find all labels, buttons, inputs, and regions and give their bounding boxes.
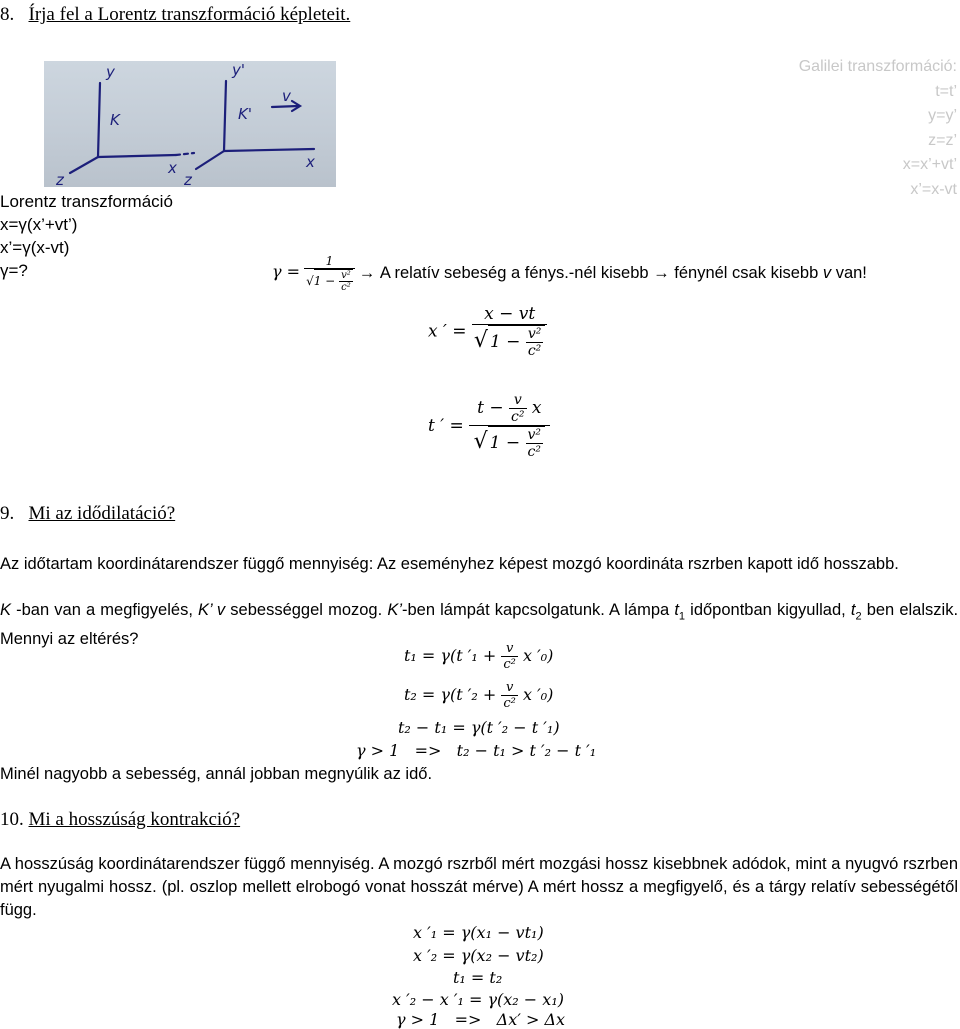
q9-text-d: időpontban kigyullad, bbox=[685, 601, 851, 619]
question-number: 8. bbox=[0, 4, 15, 25]
eq2-v: v bbox=[501, 680, 518, 696]
lorentz-block bbox=[0, 190, 173, 282]
q9-text-e: ben elalszik. Mennyi az eltérés? bbox=[0, 601, 959, 649]
question-title: Írja fel a Lorentz transzformáció képleteit. bbox=[28, 4, 351, 25]
sketch-label-v: v bbox=[282, 87, 291, 105]
sketch-label-z-prime: z bbox=[184, 171, 192, 187]
q10-equation-5: γ > 1 => Δx′ > Δx bbox=[396, 1010, 566, 1029]
galilei-line: y=y’ bbox=[928, 107, 957, 124]
x-prime-fraction bbox=[472, 304, 547, 359]
lorentz-title: Lorentz transzformáció bbox=[0, 192, 173, 211]
sketch-drawing bbox=[44, 61, 336, 187]
gamma-den-one: 1 − bbox=[313, 274, 336, 288]
galilei-line: x’=x-vt bbox=[910, 180, 957, 198]
sketch-label-x: x bbox=[168, 159, 177, 177]
eq2-right: x ′₀) bbox=[522, 685, 554, 704]
eq2-c: c² bbox=[503, 696, 516, 711]
eq2-left: t₂ = γ(t ′₂ + bbox=[404, 685, 497, 704]
q9-k: K bbox=[0, 601, 12, 619]
q9-text-c: -ben lámpát kapcsolgatunk. A lámpa bbox=[401, 601, 675, 619]
q10-paragraph: A hosszúság koordinátarendszer függő mennyiség. A mozgó rszrből mért mozgási hossz kisebbnek adódok, mint a nyugvó rszrben mért nyugalmi hossz. (pl. oszlop mellett elrobogó vonat hosszát mérve) A mért hossz a megfigyelő, és a tárgy relatív sebességétől függ. bbox=[0, 855, 958, 919]
coordinate-systems-sketch bbox=[44, 61, 336, 187]
question-number: 10. bbox=[0, 809, 24, 830]
x-prime-den-one: 1 − bbox=[489, 332, 521, 352]
t-prime-numerator bbox=[469, 392, 549, 426]
q9-t1-sub: 1 bbox=[678, 610, 686, 623]
q9-t2: t bbox=[850, 601, 856, 619]
gamma-v2: v² bbox=[341, 270, 351, 281]
q9-equation-2 bbox=[404, 680, 553, 711]
eq1-v: v bbox=[501, 641, 518, 657]
t-prime-num-x: x bbox=[531, 398, 542, 418]
gamma-formula-row bbox=[272, 254, 867, 293]
sketch-label-x-prime: x bbox=[306, 153, 315, 171]
q9-k-prime: K’ bbox=[387, 601, 402, 619]
eq1-left: t₁ = γ(t ′₁ + bbox=[404, 646, 497, 665]
gamma-v: v bbox=[822, 264, 832, 282]
t-prime-c2: c² bbox=[527, 444, 541, 460]
question-10-heading bbox=[0, 809, 240, 831]
q9-equation-3: t₂ − t₁ = γ(t ′₂ − t ′₁) bbox=[398, 718, 560, 737]
q9-t1: t bbox=[674, 601, 679, 619]
t-prime-num-v: v bbox=[509, 392, 526, 409]
arrow-icon: → bbox=[358, 264, 376, 282]
lorentz-line: x=γ(x’+vt’) bbox=[0, 215, 78, 234]
eq1-c: c² bbox=[503, 657, 516, 672]
question-title: Mi az idődilatáció? bbox=[28, 503, 176, 524]
lorentz-line: x’=γ(x-vt) bbox=[0, 238, 70, 257]
galilei-line: t=t’ bbox=[935, 82, 957, 100]
t-prime-num-t: t − bbox=[477, 398, 504, 418]
x-prime-numerator: x − vt bbox=[472, 304, 547, 325]
q9-k-prime-v: K’ v bbox=[198, 601, 226, 619]
question-9-heading bbox=[0, 503, 175, 525]
x-prime-v2: v² bbox=[527, 326, 542, 342]
arrow-icon: → bbox=[653, 264, 670, 282]
t-prime-fraction bbox=[469, 392, 549, 460]
eq1-right: x ′₀) bbox=[522, 646, 554, 665]
t-prime-num-c: c² bbox=[511, 409, 525, 425]
t-prime-den-one: 1 − bbox=[489, 433, 521, 453]
q9-equation-1 bbox=[404, 641, 553, 672]
sketch-label-k: K bbox=[110, 111, 120, 129]
sketch-label-k-prime: K' bbox=[238, 105, 252, 123]
q9-t2-sub: 2 bbox=[855, 610, 862, 623]
gamma-v-over-c bbox=[339, 270, 353, 293]
q10-equation-3: t₁ = t₂ bbox=[453, 968, 503, 987]
q10-equation-2: x ′₂ = γ(x₂ − vt₂) bbox=[413, 946, 544, 965]
x-prime-lhs: x ′ = bbox=[428, 321, 467, 342]
sketch-label-z: z bbox=[56, 171, 64, 187]
gamma-text-2: fénynél csak kisebb bbox=[674, 264, 819, 282]
q9-conclusion: Minél nagyobb a sebesség, annál jobban megnyúlik az idő. bbox=[0, 765, 433, 783]
question-title: Mi a hosszúság kontrakció? bbox=[28, 809, 241, 830]
x-prime-denominator: √ 1 − $\frac{\text{v²}}{\text{c²}}$ bbox=[472, 325, 547, 359]
galilei-line: z=z’ bbox=[928, 131, 957, 149]
x-prime-formula bbox=[428, 304, 547, 359]
t-prime-formula bbox=[428, 392, 550, 460]
sketch-label-y-prime: y' bbox=[232, 61, 246, 79]
gamma-text-3: van! bbox=[835, 264, 867, 282]
gamma-denominator: √1 − $\frac{\text{v²}}{\text{c²}}$ bbox=[306, 270, 351, 293]
sketch-label-y: y bbox=[106, 63, 115, 81]
question-number: 9. bbox=[0, 503, 15, 524]
q9-text-a: -ban van a megfigyelés, bbox=[11, 601, 199, 619]
gamma-numerator: 1 bbox=[304, 254, 355, 269]
gamma-fraction bbox=[304, 254, 355, 293]
galilei-block bbox=[697, 55, 957, 202]
question-8-heading bbox=[0, 4, 350, 26]
gamma-c2: c² bbox=[341, 282, 351, 293]
gamma-lhs: γ = bbox=[272, 262, 301, 282]
q10-equation-1: x ′₁ = γ(x₁ − vt₁) bbox=[413, 923, 544, 942]
lorentz-line: γ=? bbox=[0, 261, 28, 280]
galilei-line: x=x’+vt’ bbox=[902, 156, 957, 173]
x-prime-c2: c² bbox=[527, 343, 542, 359]
q9-paragraph-1: Az időtartam koordinátarendszer függő mennyiség: Az eseményhez képest mozgó koordináta rszrben kapott idő hosszabb. bbox=[0, 555, 899, 573]
q9-text-b: sebességgel mozog. bbox=[225, 601, 388, 619]
t-prime-denominator: √ 1 − $\frac{\text{v²}}{\text{c²}}$ bbox=[469, 426, 549, 460]
t-prime-lhs: t ′ = bbox=[428, 416, 464, 436]
galilei-title: Galilei transzformáció: bbox=[798, 58, 957, 75]
gamma-text-1: A relatív sebeség a fénys.-nél kisebb bbox=[379, 264, 649, 282]
q10-equation-4: x ′₂ − x ′₁ = γ(x₂ − x₁) bbox=[392, 990, 564, 1009]
q9-equation-4: γ > 1 => t₂ − t₁ > t ′₂ − t ′₁ bbox=[356, 741, 597, 760]
t-prime-v2: v² bbox=[527, 427, 542, 443]
